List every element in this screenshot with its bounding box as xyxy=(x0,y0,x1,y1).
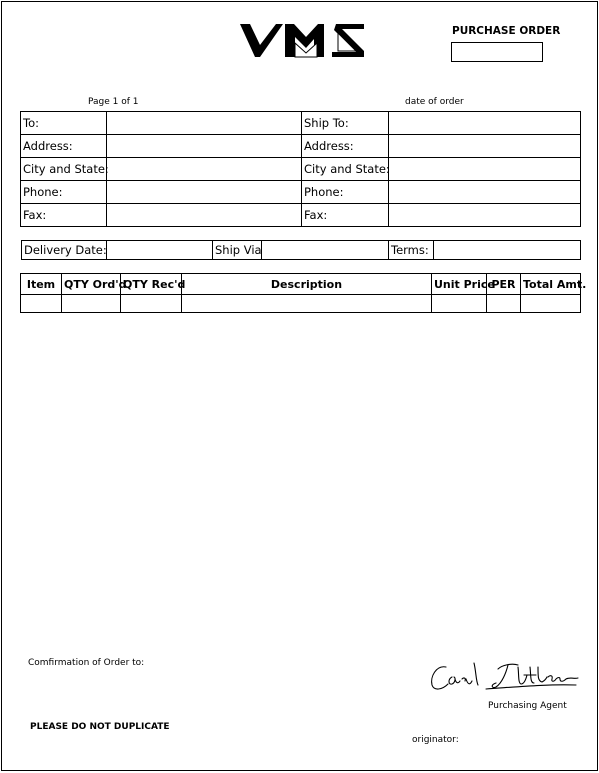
item-cell[interactable] xyxy=(21,295,62,313)
no-duplicate-notice: PLEASE DO NOT DUPLICATE xyxy=(30,722,170,732)
ship-via-field[interactable] xyxy=(262,241,389,260)
address-table xyxy=(20,111,581,227)
bill-phone-field[interactable] xyxy=(107,181,302,204)
terms-label: Terms: xyxy=(389,241,434,260)
originator-label: originator: xyxy=(412,735,459,745)
ship-address-field[interactable] xyxy=(389,135,581,158)
column-header: QTY Ord'd xyxy=(62,274,121,295)
item-cell[interactable] xyxy=(121,295,182,313)
column-header: Unit Price xyxy=(432,274,487,295)
ship-ship-to-label: Ship To: xyxy=(302,112,389,135)
ship-phone-label: Phone: xyxy=(302,181,389,204)
ship-address-label: Address: xyxy=(302,135,389,158)
table-row xyxy=(21,295,581,313)
ship-city-and-state-label: City and State: xyxy=(302,158,389,181)
bill-address-label: Address: xyxy=(21,135,107,158)
column-header: QTY Rec'd xyxy=(121,274,182,295)
bill-to-field[interactable] xyxy=(107,112,302,135)
bill-city-and-state-field[interactable] xyxy=(107,158,302,181)
ship-ship-to-field[interactable] xyxy=(389,112,581,135)
po-title: PURCHASE ORDER xyxy=(452,25,561,37)
bill-to-label: To: xyxy=(21,112,107,135)
item-cell[interactable] xyxy=(521,295,581,313)
ship-city-and-state-field[interactable] xyxy=(389,158,581,181)
po-number-field[interactable] xyxy=(451,42,543,62)
purchasing-agent-label: Purchasing Agent xyxy=(488,701,567,711)
column-header: Total Amt. xyxy=(521,274,581,295)
ship-fax-label: Fax: xyxy=(302,204,389,227)
bill-fax-label: Fax: xyxy=(21,204,107,227)
bill-city-and-state-label: City and State: xyxy=(21,158,107,181)
delivery-date-label: Delivery Date: xyxy=(22,241,107,260)
ship-phone-field[interactable] xyxy=(389,181,581,204)
ship-via-label: Ship Via xyxy=(213,241,262,260)
line-items-table xyxy=(20,273,587,313)
item-cell[interactable] xyxy=(182,295,432,313)
page-number: Page 1 of 1 xyxy=(88,97,139,107)
terms-field[interactable] xyxy=(434,241,581,260)
date-of-order-label: date of order xyxy=(405,97,464,107)
bill-address-field[interactable] xyxy=(107,135,302,158)
column-header: Item xyxy=(21,274,62,295)
vms-logo xyxy=(238,21,368,59)
purchase-order-form xyxy=(1,1,598,771)
signature xyxy=(426,657,581,699)
confirmation-label: Comfirmation of Order to: xyxy=(28,658,145,668)
delivery-date-field[interactable] xyxy=(107,241,213,260)
item-cell[interactable] xyxy=(62,295,121,313)
bill-fax-field[interactable] xyxy=(107,204,302,227)
column-header: PER xyxy=(487,274,521,295)
bill-phone-label: Phone: xyxy=(21,181,107,204)
item-cell[interactable] xyxy=(432,295,487,313)
shipping-table xyxy=(21,240,581,260)
ship-fax-field[interactable] xyxy=(389,204,581,227)
item-cell[interactable] xyxy=(487,295,521,313)
column-header: Description xyxy=(182,274,432,295)
